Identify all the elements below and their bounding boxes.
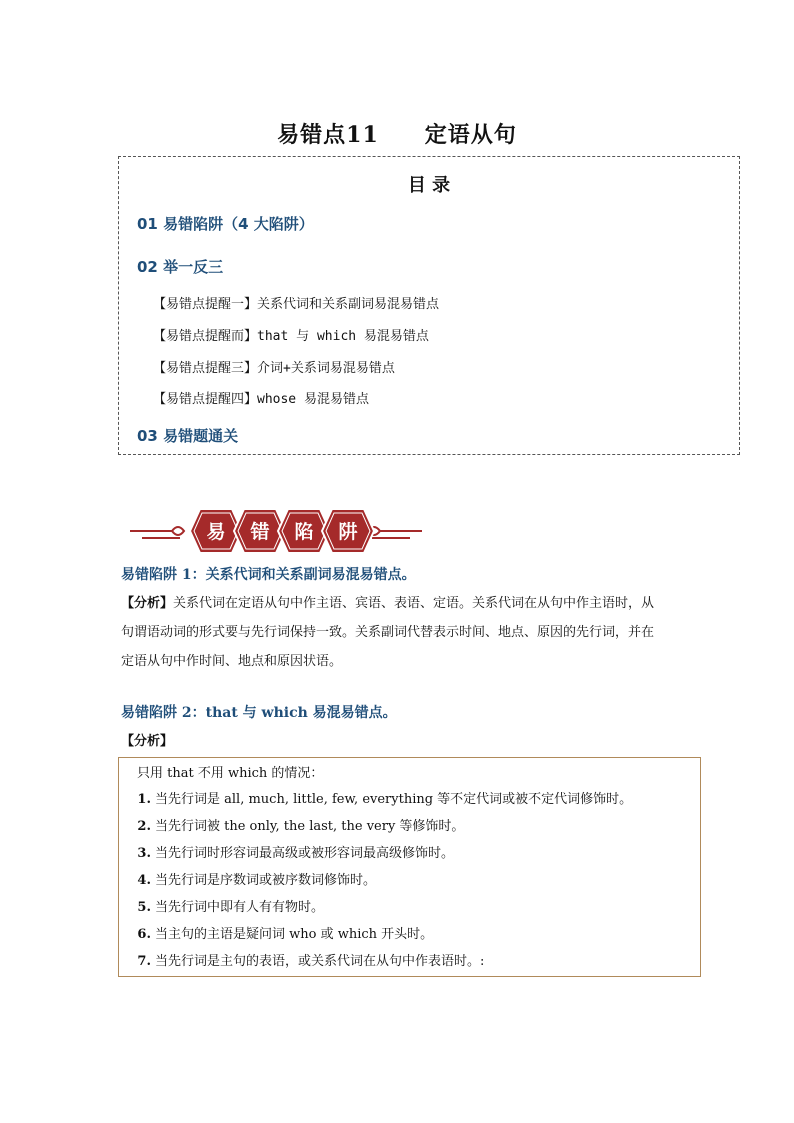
trap-1-analysis [121,589,701,676]
toc-section-3[interactable]: 03 易错题通关 [137,427,239,445]
rule-item-4: 4. 当先行词是序数词或被序数词修饰时。 [137,873,377,888]
rule-item-5: 5. 当先行词中即有人有有物时。 [137,900,325,915]
banner-char: 陷 [294,521,314,543]
toc-section-2[interactable]: 02 举一反三 [137,258,224,276]
toc-heading: 目 录 [407,175,451,196]
page-title [0,118,794,149]
trap-1-heading: 易错陷阱 1：关系代词和关系副词易混易错点。 [121,567,416,583]
trap-2-heading: 易错陷阱 2：that 与 which 易混易错点。 [121,705,397,721]
toc-item-2[interactable]: 【易错点提醒而】that 与 which 易混易错点 [153,329,429,344]
analysis-tag: 【分析】 [121,596,174,611]
rule-item-2: 2. 当先行词被 the only, the last, the very 等修饰时。 [137,819,465,834]
rule-item-1: 1. 当先行词是 all, much, little, few, everything 等不定代词或被不定代词修饰时。 [137,792,633,807]
rule-intro: 只用 that 不用 which 的情况： [137,766,324,781]
banner-char: 阱 [338,521,358,543]
table-of-contents [118,156,740,455]
rule-item-3: 3. 当先行词时形容词最高级或被形容词最高级修饰时。 [137,846,455,861]
page-title-right: 定语从句 [424,122,517,148]
trap-2-analysis-tag: 【分析】 [121,734,174,749]
rule-item-7: 7. 当先行词是主句的表语，或关系代词在从句中作表语时。: [137,954,485,969]
trap-1-line-3: 定语从句中作时间、地点和原因状语。 [121,654,343,669]
trap-1-line-2: 句谓语动词的形式要与先行词保持一致。关系副词代替表示时间、地点、原因的先行词，并在 [121,625,655,640]
trap-1-line-1: 【分析】关系代词在定语从句中作主语、宾语、表语、定语。关系代词在从句中作主语时，从 [121,596,655,611]
section-banner [128,508,424,554]
rule-box [118,757,701,977]
banner-left-ornament [130,527,184,538]
banner-char: 错 [250,521,270,543]
page-title-left: 易错点11 [277,122,379,148]
banner-right-ornament [368,527,422,538]
toc-item-1[interactable]: 【易错点提醒一】关系代词和关系副词易混易错点 [153,297,440,312]
toc-item-4[interactable]: 【易错点提醒四】whose 易混易错点 [153,392,369,407]
rule-item-6: 6. 当主句的主语是疑问词 who 或 which 开头时。 [137,927,434,942]
banner-char: 易 [206,521,226,543]
toc-item-3[interactable]: 【易错点提醒三】介词+关系词易混易错点 [153,361,395,376]
toc-section-1[interactable]: 01 易错陷阱（4 大陷阱） [137,215,314,233]
